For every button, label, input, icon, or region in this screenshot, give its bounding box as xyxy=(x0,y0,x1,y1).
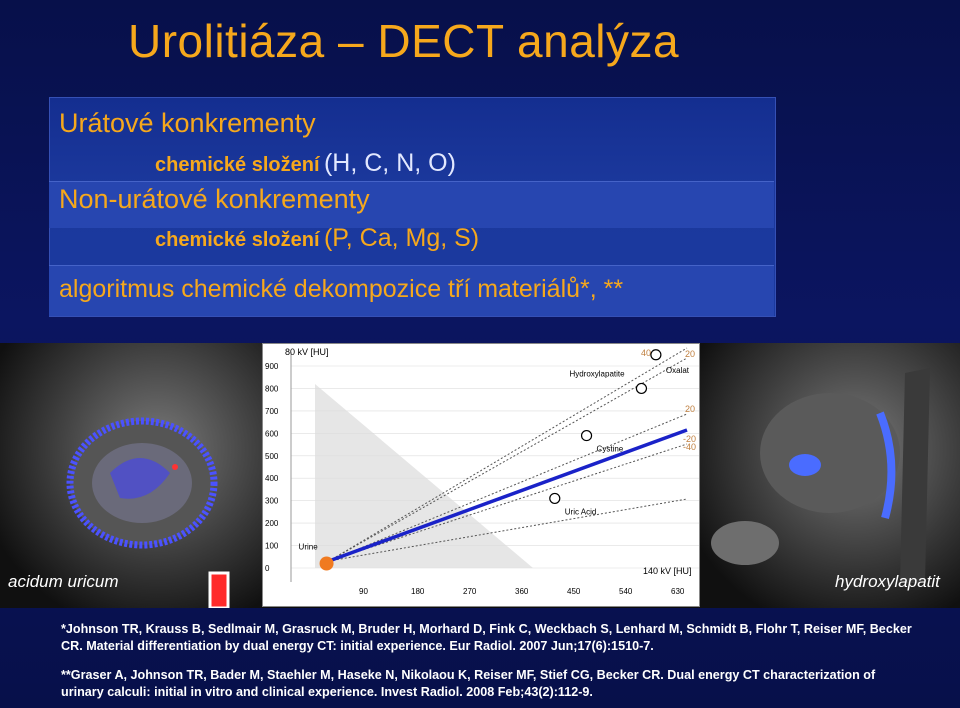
data-point xyxy=(651,350,661,360)
y-tick-label: 900 xyxy=(265,362,279,371)
point-label: Hydroxylapatite xyxy=(569,369,625,379)
nonurate-heading: Non-urátové konkrementy xyxy=(59,184,370,214)
urate-elements: (H, C, N, O) xyxy=(323,149,456,177)
data-point xyxy=(320,557,334,571)
slide-title: Urolitiáza – DECT analýza xyxy=(128,15,680,67)
x-tick-label: 360 xyxy=(515,587,529,596)
point-label: Urine xyxy=(298,542,318,552)
y-tick-label: 500 xyxy=(265,451,279,461)
point-label: Oxalat xyxy=(665,365,690,375)
y-tick-label: 800 xyxy=(265,384,279,394)
reference-2: **Graser A, Johnson TR, Bader M, Staehler M, Haseke N, Nikolaou K, Reiser MF, Stief CG, Becker CR. Dual energy CT characterization of urinary calculi: initial in vitro and clinical experience. Invest Radiol. 2008 Feb;43(2):112-9. xyxy=(61,668,876,699)
nonurate-elements: (P, Ca, Mg, S) xyxy=(323,224,480,252)
point-label: Cystine xyxy=(596,444,624,454)
y-tick-label: 300 xyxy=(265,496,279,506)
plot-svg xyxy=(263,344,699,606)
urate-label: chemické složení xyxy=(155,154,320,176)
y-tick-label: 700 xyxy=(265,406,279,416)
x-tick-label: 630 xyxy=(671,587,685,596)
dual-energy-plot xyxy=(262,343,700,607)
y-tick-label: 400 xyxy=(265,474,279,484)
x-tick-label: 180 xyxy=(411,587,425,596)
y-axis-label: 80 kV [HU] xyxy=(285,347,329,357)
angle-label-2: 20 xyxy=(685,349,696,359)
data-point xyxy=(550,493,560,503)
reference-1: *Johnson TR, Krauss B, Sedlmair M, Grasruck M, Bruder H, Morhard D, Fink C, Weckbach S, Lenhard M, Schmidt B, Flohr T, Reiser MF, Becker CR. Material differentiation by dual energy CT: initial experience. Eur Radiol. 2007 Jun;17(6):1510-7. xyxy=(61,622,912,653)
nonurate-label: chemické složení xyxy=(155,229,320,251)
caption-left: acidum uricum xyxy=(8,572,119,591)
data-point xyxy=(636,383,646,393)
point-label: Uric Acid xyxy=(564,507,597,517)
urate-heading: Urátové konkrementy xyxy=(59,108,316,138)
caption-right: hydroxylapatit xyxy=(835,572,940,591)
x-tick-label: 90 xyxy=(359,587,368,596)
angle-label-3: 20 xyxy=(685,404,696,414)
angle-label-5: -40 xyxy=(683,442,697,452)
y-tick-label: 0 xyxy=(265,564,270,573)
angle-label-4: -20 xyxy=(683,434,697,444)
algorithm-line: algoritmus chemické dekompozice tří materiálů*, ** xyxy=(59,275,624,303)
data-point xyxy=(582,431,592,441)
x-tick-label: 270 xyxy=(463,587,477,596)
x-tick-label: 450 xyxy=(567,587,581,596)
angle-label-1: 40 xyxy=(641,348,652,358)
y-tick-label: 200 xyxy=(265,519,279,529)
x-axis-label: 140 kV [HU] xyxy=(643,566,692,576)
y-tick-label: 100 xyxy=(265,541,279,551)
y-tick-label: 600 xyxy=(265,429,279,439)
x-tick-label: 540 xyxy=(619,587,633,596)
